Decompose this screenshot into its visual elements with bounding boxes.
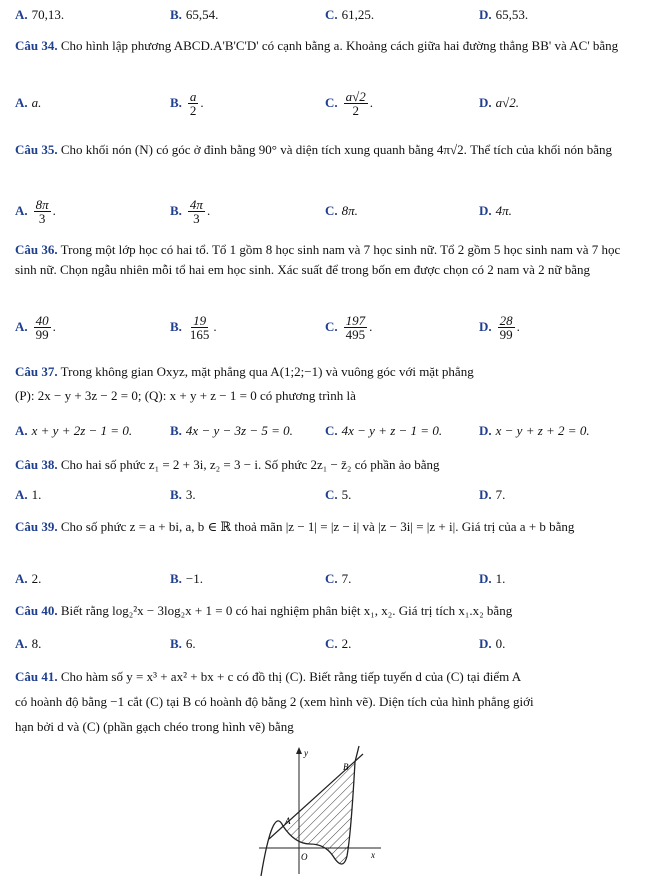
q40-stem: Câu 40. Biết rằng log₂²x − 3log₂x + 1 = 0 có hai nghiệm phân biệt x₁, x₂. Giá trị tích x₁.x₂ bằng	[15, 603, 513, 618]
fraction: $\frac{40}{99}$	[35, 312, 49, 342]
q35-stem: Câu 35. Cho khối nón (N) có góc ở đỉnh bằng 90° và diện tích xung quanh bằng 4π√2. Thể tích của khối nón bằng	[15, 142, 612, 157]
q39-options	[15, 568, 635, 590]
y-axis-label: y	[304, 748, 308, 758]
q35-options	[15, 196, 635, 226]
fraction: $\frac{197}{495}$	[345, 312, 366, 342]
q36-options	[15, 312, 635, 342]
q36-stem: Câu 36. Trong một lớp học có hai tổ. Tổ 1 gồm 8 học sinh nam và 7 học sinh nữ. Tổ 2 gồm 5 học sinh nam và 7 học sinh nữ. Chọn ngẫu nhiên mỗi tổ hai em học sinh. Xác suất để trong bốn em được chọn có 2 nam và 2 nữ bằng	[15, 242, 621, 277]
fraction: $\frac{a}{2}$	[189, 88, 197, 118]
q35-option-b[interactable]: B. $\frac{4\pi}{3}$ .	[170, 196, 211, 226]
q40-option-a[interactable]: A. 8.	[15, 636, 42, 651]
q39-option-a[interactable]: A. 2.	[15, 571, 42, 586]
y-axis-arrow-icon	[296, 747, 302, 754]
q39-option-d[interactable]: D. 1.	[479, 571, 506, 586]
q36-option-d[interactable]: D. $\frac{28}{99}$ .	[479, 312, 520, 342]
q34-option-b[interactable]: B. $\frac{a}{2}$ .	[170, 88, 204, 118]
q38-stem: Câu 38. Cho hai số phức z₁ = 2 + 3i, z₂ = 3 − i. Số phức 2z₁ − z̄₂ có phần ảo bằng	[15, 457, 440, 472]
q36-option-b[interactable]: B. $\frac{19}{165}$ .	[170, 312, 217, 342]
q34-stem: Câu 34. Cho hình lập phương ABCD.A'B'C'D' có cạnh bằng a. Khoảng cách giữa hai đường thẳng BB' và AC' bằng	[15, 38, 619, 53]
fraction: $\frac{a√2}{2}$	[345, 88, 366, 118]
q37-stem: Câu 37. Trong không gian Oxyz, mặt phẳng qua A(1;2;−1) và vuông góc với mặt phẳng (P): 2x − y + 3z − 2 = 0; (Q): x + y + z − 1 = 0 có phương trình là	[15, 364, 474, 403]
q39-option-c[interactable]: C. 7.	[325, 571, 352, 586]
q34-option-c[interactable]: C. $\frac{a√2}{2}$ .	[325, 88, 374, 118]
q37-option-c[interactable]: C. 4x − y + z − 1 = 0.	[325, 423, 443, 438]
q33-options	[15, 4, 635, 26]
fraction: $\frac{19}{165}$	[189, 312, 210, 342]
q40-option-d[interactable]: D. 0.	[479, 636, 506, 651]
q34-option-d[interactable]: D. a√2.	[479, 95, 520, 110]
shaded-region	[283, 762, 355, 864]
x-axis-label: x	[371, 850, 375, 860]
q37-option-b[interactable]: B. 4x − y − 3z − 5 = 0.	[170, 423, 293, 438]
point-a-label: A	[285, 816, 291, 826]
q38-option-d[interactable]: D. 7.	[479, 487, 506, 502]
q38-option-b[interactable]: B. 3.	[170, 487, 196, 502]
q33-option-d[interactable]: D. 65,53.	[479, 7, 529, 22]
q35-option-d[interactable]: D. 4π.	[479, 203, 512, 218]
point-b-label: B	[343, 762, 349, 772]
q33-option-a[interactable]: A. 70,13.	[15, 7, 65, 22]
q37-option-d[interactable]: D. x − y + z + 2 = 0.	[479, 423, 590, 438]
origin-label: O	[301, 852, 308, 862]
q39-stem: Câu 39. Cho số phức z = a + bi, a, b ∈ ℝ thoả mãn |z − 1| = |z − i| và |z − 3i| = |z + i|. Giá trị của a + b bằng	[15, 519, 575, 534]
q34-option-a[interactable]: A. a.	[15, 95, 42, 110]
q33-option-b[interactable]: B. 65,54.	[170, 7, 219, 22]
q35-option-c[interactable]: C. 8π.	[325, 203, 358, 218]
q36-option-a[interactable]: A. $\frac{40}{99}$ .	[15, 312, 56, 342]
q40-options	[15, 633, 635, 655]
fraction: $\frac{8\pi}{3}$	[35, 196, 49, 226]
q37-options	[15, 420, 635, 442]
q40-option-c[interactable]: C. 2.	[325, 636, 352, 651]
q36-option-c[interactable]: C. $\frac{197}{495}$ .	[325, 312, 373, 342]
q34-options	[15, 88, 635, 118]
q38-option-a[interactable]: A. 1.	[15, 487, 42, 502]
q40-option-b[interactable]: B. 6.	[170, 636, 196, 651]
q35-option-a[interactable]: A. $\frac{8\pi}{3}$ .	[15, 196, 56, 226]
fraction: $\frac{4\pi}{3}$	[189, 196, 203, 226]
q33-option-c[interactable]: C. 61,25.	[325, 7, 375, 22]
q39-option-b[interactable]: B. −1.	[170, 571, 204, 586]
q38-option-c[interactable]: C. 5.	[325, 487, 352, 502]
q37-option-a[interactable]: A. x + y + 2z − 1 = 0.	[15, 423, 133, 438]
fraction: $\frac{28}{99}$	[499, 312, 513, 342]
q41-graph-figure	[255, 744, 385, 878]
q38-options	[15, 484, 635, 506]
q41-stem: Câu 41. Cho hàm số y = x³ + ax² + bx + c có đồ thị (C). Biết rằng tiếp tuyến d của (C) tại điểm A có hoành độ bằng −1 cắt (C) tại B có hoành độ bằng 2 (xem hình vẽ). Diện tích của hình phẳng giới hạn bởi d và (C) (phần gạch chéo trong hình vẽ) bằng	[15, 669, 534, 734]
